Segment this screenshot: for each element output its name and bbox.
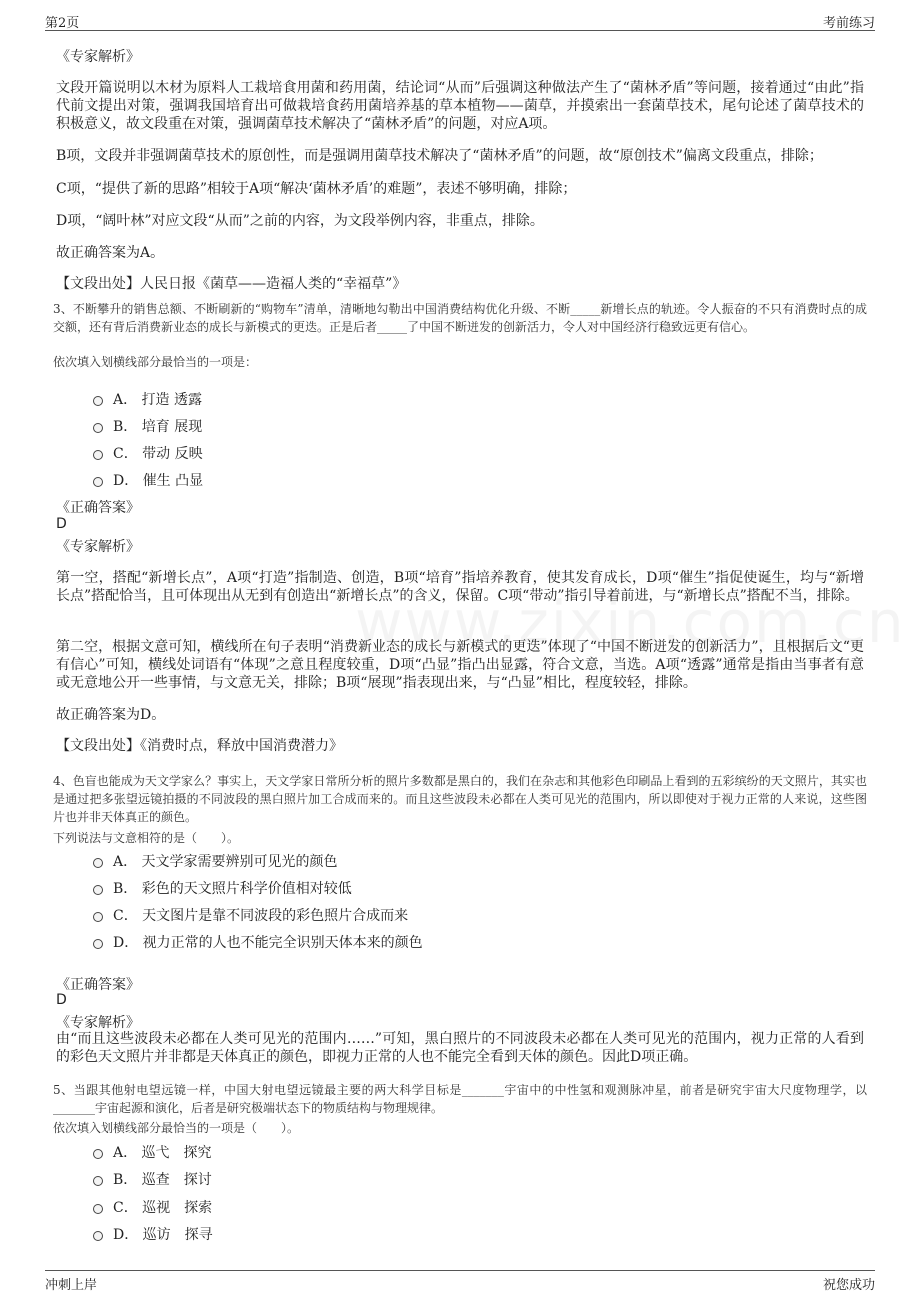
radio-icon[interactable] [93, 1204, 103, 1214]
radio-icon[interactable] [93, 396, 103, 406]
radio-icon[interactable] [93, 1231, 103, 1241]
source-citation: 【文段出处】人民日报《菌草——造福人类的“幸福草”》 [56, 276, 407, 292]
answer-value: D [56, 516, 67, 532]
question-prompt: 依次填入划横线部分最恰当的一项是（ ）。 [53, 1121, 300, 1135]
page-number: 第2页 [45, 16, 80, 31]
answer-label: 《正确答案》 [56, 977, 140, 993]
analysis-paragraph: B项，文段并非强调菌草技术的原创性，而是强调用菌草技术解决了“菌林矛盾”的问题，故“原创技术”偏离文段重点，排除； [56, 148, 823, 164]
radio-icon[interactable] [93, 885, 103, 895]
option-label: D． 催生 凸显 [113, 473, 204, 489]
option-c[interactable] [93, 443, 203, 463]
analysis-paragraph: C项，“提供了新的思路”相较于A项“解决‘菌林矛盾’的难题”，表述不够明确，排除； [56, 181, 577, 197]
option-label: C． 巡视 探索 [113, 1200, 213, 1216]
option-label: D． 巡访 探寻 [113, 1227, 213, 1243]
question-stem: 4、色盲也能成为天文学家么？事实上，天文学家日常所分析的照片多数都是黑白的，我们在杂志和其他彩色印刷品上看到的五彩缤纷的天文照片，其实也是通过把多张望远镜拍摄的不同波段的黑白照片加工合成而来的。而且这些波段未必都在人类可见光的范围内，所以即使对于视力正常的人来说，这些图片也并非天体真正的颜色。 [53, 774, 867, 824]
option-a[interactable] [93, 1142, 212, 1162]
option-label: D． 视力正常的人也不能完全识别天体本来的颜色 [113, 935, 423, 951]
radio-icon[interactable] [93, 450, 103, 460]
radio-icon[interactable] [93, 939, 103, 949]
answer-value: D [56, 992, 67, 1008]
analysis-paragraph: 故正确答案为A。 [56, 245, 165, 261]
radio-icon[interactable] [93, 858, 103, 868]
option-label: A． 巡弋 探究 [113, 1145, 212, 1161]
analysis-paragraph: 由“而且这些波段未必都在人类可见光的范围内……”可知，黑白照片的不同波段未必都在人类可见光的范围内，视力正常的人看到的彩色天文照片并非都是天体真正的颜色，即视力正常的人也不能完全看到天体的颜色。因此D项正确。 [56, 1031, 864, 1065]
radio-icon[interactable] [93, 477, 103, 487]
radio-icon[interactable] [93, 1176, 103, 1186]
analysis-paragraph: 第一空，搭配“新增长点”，A项“打造”指制造、创造，B项“培育”指培养教育，使其发育成长，D项“催生”指促使诞生，均与“新增长点”搭配恰当，且可体现出从无到有创造出“新增长点”的含义，保留。C项“带动”指引导着前进，与“新增长点”搭配不当，排除。 [56, 570, 864, 604]
analysis-label: 《专家解析》 [56, 1015, 140, 1031]
analysis-label: 《专家解析》 [56, 49, 140, 65]
question-prompt: 下列说法与文意相符的是（ ）。 [53, 831, 240, 845]
option-a[interactable] [93, 389, 202, 409]
header-title: 考前练习 [822, 16, 875, 31]
option-label: B． 巡查 探讨 [113, 1172, 212, 1188]
analysis-label: 《专家解析》 [56, 539, 140, 555]
header-divider [45, 30, 875, 31]
option-c[interactable] [93, 905, 408, 925]
analysis-paragraph: 文段开篇说明以木材为原料人工栽培食用菌和药用菌，结论词“从而”后强调这种做法产生了“菌林矛盾”等问题，接着通过“由此”指代前文提出对策，强调我国培育出可做栽培食药用菌培养基的草本植物——菌草，并摸索出一套菌草技术，尾句论述了菌草技术的积极意义，故文段重在对策，强调菌草技术解决了“菌林矛盾”的问题，对应A项。 [56, 80, 864, 132]
option-label: C． 带动 反映 [113, 446, 203, 462]
answer-label: 《正确答案》 [56, 500, 140, 516]
footer-left-text: 冲刺上岸 [45, 1278, 98, 1293]
option-a[interactable] [93, 851, 338, 871]
option-b[interactable] [93, 1169, 212, 1189]
option-b[interactable] [93, 878, 352, 898]
analysis-paragraph: 第二空，根据文意可知，横线所在句子表明“消费新业态的成长与新模式的更迭”体现了“中国不断迸发的创新活力”，且根据后文“更有信心”可知，横线处词语有“体现”之意且程度较重，D项“凸显”指凸出显露，符合文意，当选。A项“透露”通常是指由当事者有意或无意地公开一些事情，与文意无关，排除；B项“展现”指表现出来，与“凸显”相比，程度较轻，排除。 [56, 639, 864, 691]
option-label: C． 天文图片是靠不同波段的彩色照片合成而来 [113, 908, 409, 924]
option-c[interactable] [93, 1197, 212, 1217]
radio-icon[interactable] [93, 1149, 103, 1159]
footer-right-text: 祝您成功 [822, 1278, 875, 1293]
option-d[interactable] [93, 932, 423, 952]
option-b[interactable] [93, 416, 202, 436]
option-label: A． 天文学家需要辨别可见光的颜色 [113, 854, 338, 870]
analysis-paragraph: 故正确答案为D。 [56, 707, 166, 723]
question-stem: 5、当跟其他射电望远镜一样，中国大射电望远镜最主要的两大科学目标是_______宇宙中的中性氢和观测脉冲星，前者是研究宇宙大尺度物理学，以_______宇宙起源和演化，后者是研究极端状态下的物质结构与物理规律。 [53, 1083, 867, 1115]
analysis-paragraph: D项，“阔叶林”对应文段“从而”之前的内容，为文段举例内容，非重点，排除。 [56, 213, 544, 229]
question-prompt: 依次填入划横线部分最恰当的一项是： [53, 355, 258, 369]
page-header [0, 0, 920, 30]
option-d[interactable] [93, 470, 203, 490]
radio-icon[interactable] [93, 912, 103, 922]
question-stem: 3、不断攀升的销售总额、不断刷新的“购物车”清单，清晰地勾勒出中国消费结构优化升级、不断_____新增长点的轨迹。令人振奋的不只有消费时点的成交额，还有背后消费新业态的成长与新模式的更迭。正是后者_____了中国不断迸发的创新活力，令人对中国经济行稳致远更有信心。 [53, 302, 867, 334]
option-d[interactable] [93, 1224, 213, 1244]
option-label: B． 培育 展现 [113, 419, 203, 435]
radio-icon[interactable] [93, 423, 103, 433]
option-label: A． 打造 透露 [113, 392, 203, 408]
source-citation: 【文段出处】《消费时点，释放中国消费潜力》 [56, 738, 343, 754]
footer-divider [45, 1270, 875, 1271]
option-label: B． 彩色的天文照片科学价值相对较低 [113, 881, 352, 897]
